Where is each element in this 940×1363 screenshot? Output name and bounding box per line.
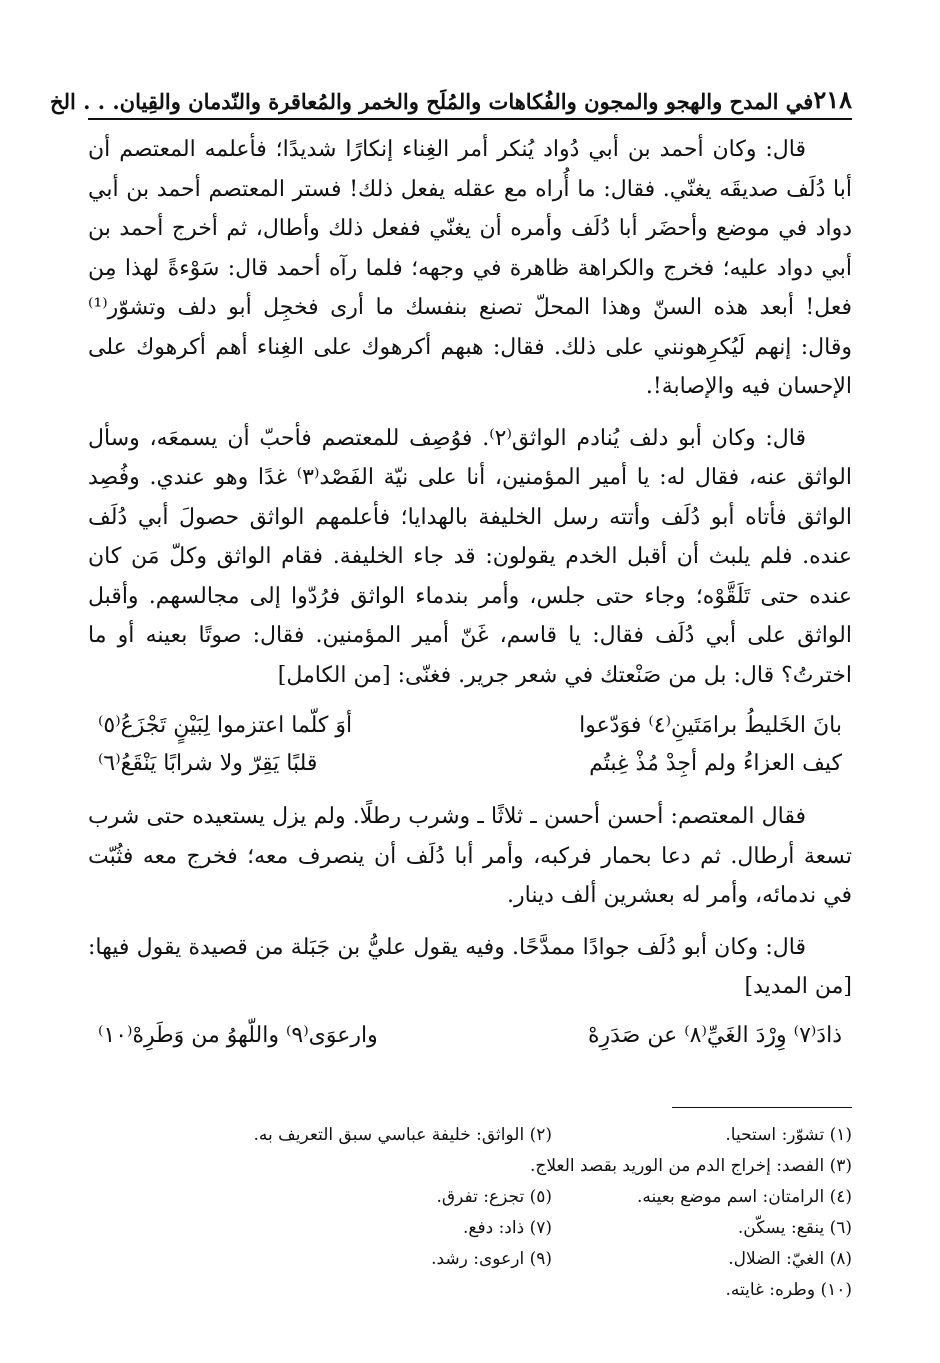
page-number: ٢١٨	[813, 85, 852, 114]
paragraph-3: فقال المعتصم: أحسن أحسن ـ ثلاثًا ـ وشرب رطلًا. ولم يزل يستعيده حتى شرب تسعة أرطال. ثم دعا بحمار فركبه، وأمر أبا دُلَف أن ينصرف معه؛ فخرج معه فثُبّت في ندمائه، وأمر له بعشرين ألف دينار.	[88, 804, 852, 908]
footnote-row	[88, 1151, 852, 1182]
poem-kamil	[88, 707, 852, 783]
footnote-8: (٨) الغيّ: الضلال.	[728, 1249, 852, 1269]
paragraph-2: قال: وكان أبو دلف يُنادم الواثق⁽٢⁾. فوُصِف للمعتصم فأحبّ أن يسمعَه، وسأل الواثق عنه، فقال له: يا أمير المؤمنين، أنا على نيّة الفَصْد⁽٣⁾ غدًا وهو عندي. وفُصِد الواثق فأتاه أبو دُلَف وأتته رسل الخليفة بالهدايا؛ فأعلمهم الواثق حصولَ أبي دُلَف عنده. فلم يلبث أن أقبل الخدم يقولون: قد جاء الخليفة. فقام الواثق وكلّ مَن كان عنده حتى تَلَقَّوْه؛ وجاء حتى جلس، وأمر بندماء الواثق فرُدّوا إلى مجالسهم. وأقبل الواثق على أبي دُلَف فقال: يا قاسم، غَنّ أمير المؤمنين. فقال: صوتًا بعينه أو ما اخترتُ؟ قال: بل من صَنْعتك في شعر جرير. فغنّى: [من الكامل]	[88, 425, 852, 688]
footnote-5: (٥) تجزع: تفرق.	[436, 1187, 552, 1207]
verse-line	[88, 707, 852, 745]
footnote-1: (١) تشوّر: استحيا.	[725, 1125, 852, 1145]
verse-second-hemistich: وارعوَى⁽٩⁾ واللّهوُ من وَطَرِهْ⁽١٠⁾	[98, 1022, 378, 1048]
page-header	[50, 70, 852, 120]
footnote-6: (٦) ينقع: يسكّن.	[737, 1218, 852, 1238]
footnote-row	[88, 1275, 852, 1306]
running-title: في المدح والهجو والمجون والفُكاهات والمُلَح والخمر والمُعاقرة والنّدمان والقِيان. . . الخ	[50, 89, 814, 114]
verse-second-hemistich: قلبًا يَقِرّ ولا شرابًا يَنْقَعُ⁽٦⁾	[98, 751, 318, 776]
footnote-row	[88, 1182, 852, 1213]
verse-first-hemistich: كيف العزاءُ ولم أجِدْ مُذْ غِبتُم	[589, 751, 842, 776]
footnote-10: (١٠) وطره: غايته.	[725, 1280, 852, 1300]
footnote-divider	[672, 1107, 852, 1108]
verse-line	[88, 745, 852, 783]
footnote-3: (٣) الفصد: إخراج الدم من الوريد بقصد العلاج.	[529, 1156, 852, 1176]
main-text	[88, 130, 852, 1069]
footnote-7: (٧) ذاد: دفع.	[463, 1218, 552, 1238]
verse-line	[88, 1017, 852, 1055]
verse-first-hemistich: ذادَ⁽٧⁾ وِرْدَ الغَيِّ⁽٨⁾ عن صَدَرِهْ	[587, 1022, 842, 1048]
verse-first-hemistich: بانَ الخَليطُ برامَتَينِ⁽٤⁾ فوَدّعوا	[579, 713, 842, 738]
paragraph-4: قال: وكان أبو دُلَف جوادًا ممدَّحًا. وفيه يقول عليُّ بن جَبَلة من قصيدة يقول فيها: [من المديد]	[88, 934, 852, 999]
footnote-4: (٤) الرامتان: اسم موضع بعينه.	[636, 1187, 852, 1207]
poem-madid	[88, 1017, 852, 1055]
footnote-row	[88, 1120, 852, 1151]
footnote-row	[88, 1244, 852, 1275]
footnote-9: (٩) ارعوى: رشد.	[431, 1249, 552, 1269]
footnote-2: (٢) الواثق: خليفة عباسي سبق التعريف به.	[253, 1125, 552, 1145]
footnote-row	[88, 1213, 852, 1244]
verse-second-hemistich: أوَ كلّما اعتزموا لِبَيْنٍ تَجْزَعُ⁽٥⁾	[98, 713, 353, 738]
footnotes	[88, 1120, 852, 1306]
paragraph-1: قال: وكان أحمد بن أبي دُواد يُنكر أمر الغِناء إنكارًا شديدًا؛ فأعلمه المعتصم أن أبا دُلَف صديقَه يغنّي. فقال: ما أُراه مع عقله يفعل ذلك! فستر المعتصم أحمد بن أبي دواد في موضع وأحضَر أبا دُلَف وأمره أن يغنّي ففعل ذلك وأطال، ثم أخرج أحمد بن أبي دواد عليه؛ فخرج والكراهة ظاهرة في وجهه؛ فلما رآه أحمد قال: سَوْءةً لهذا مِن فعل! أبعد هذه السنّ وهذا المحلّ تصنع بنفسك ما أرى فخجِل أبو دلف وتشوّر⁽¹⁾ وقال: إنهم لَيُكرِهونني على ذلك. فقال: هبهم أكرهوك على الغِناء أهم أكرهوك على الإحسان فيه والإصابة!.	[88, 137, 852, 399]
